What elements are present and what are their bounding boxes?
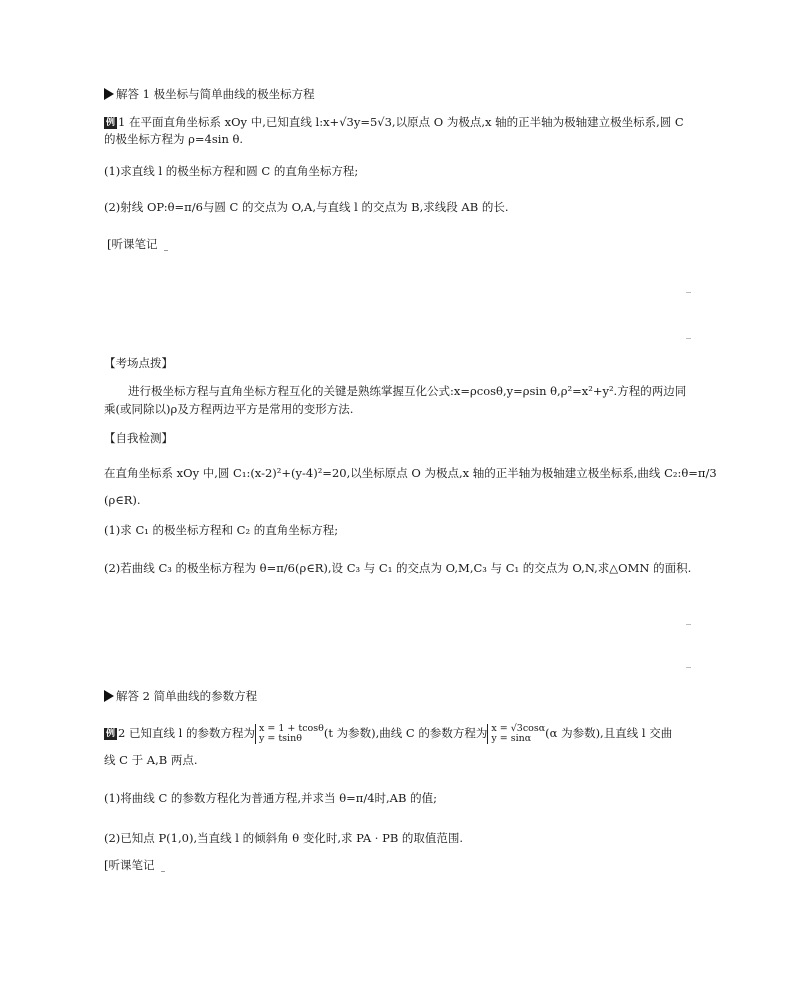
example-badge: 例: [106, 729, 116, 739]
example2-question2: (2)已知点 P(1,0),当直线 l 的倾斜角 θ 变化时,求 PA · PB 的取值范围.: [104, 831, 464, 845]
example1-line2: 的极坐标方程为 ρ=4sin θ.: [104, 132, 244, 146]
section1-notes-label: [听课笔记: [107, 236, 168, 252]
tips-line1: 进行极坐标方程与直角坐标方程互化的关键是熟练掌握互化公式:x=ρcosθ,y=ρsin θ,ρ²=x²+y².方程的两边同: [128, 384, 687, 398]
example1-line1: 例 1 在平面直角坐标系 xOy 中,已知直线 l:x+√3y=5√3,以原点 O 为极点,x 轴的正半轴为极轴建立极坐标系,圆 C: [106, 115, 684, 129]
section1-heading: 解答 1 极坐标与简单曲线的极坐标方程: [104, 86, 315, 102]
triangle-marker-icon: [104, 88, 114, 100]
section2-notes-label: [听课笔记: [104, 857, 165, 873]
note-cursor-icon: [164, 250, 168, 251]
tips-line2: 乘(或同除以)ρ及方程两边平方是常用的变形方法.: [104, 402, 354, 416]
margin-dash: [686, 338, 691, 339]
note-cursor-icon: [161, 871, 165, 872]
margin-dash: [686, 667, 691, 668]
section2-heading: 解答 2 简单曲线的参数方程: [104, 688, 257, 704]
triangle-marker-icon: [104, 690, 114, 702]
margin-dash: [686, 624, 691, 625]
selfcheck-question1: (1)求 C₁ 的极坐标方程和 C₂ 的直角坐标方程;: [104, 523, 339, 537]
example2-line2: 线 C 于 A,B 两点.: [104, 753, 198, 767]
selfcheck-title: 【自我检测】: [104, 431, 173, 445]
example-badge: 例: [106, 118, 116, 128]
param-system-curve: x = √3cosα y = sinα: [487, 724, 545, 744]
tips-title: 【考场点拨】: [104, 356, 173, 370]
selfcheck-question2: (2)若曲线 C₃ 的极坐标方程为 θ=π/6(ρ∈R),设 C₃ 与 C₁ 的交点为 O,M,C₃ 与 C₁ 的交点为 O,N,求△OMN 的面积.: [104, 561, 692, 575]
example1-question2: (2)射线 OP:θ=π/6与圆 C 的交点为 O,A,与直线 l 的交点为 B,求线段 AB 的长.: [104, 200, 509, 214]
param-system-line: x = 1 + tcosθ y = tsinθ: [255, 724, 324, 744]
example1-question1: (1)求直线 l 的极坐标方程和圆 C 的直角坐标方程;: [104, 164, 359, 178]
selfcheck-line2: (ρ∈R).: [104, 493, 141, 507]
margin-dash: [686, 292, 691, 293]
selfcheck-line1: 在直角坐标系 xOy 中,圆 C₁:(x-2)²+(y-4)²=20,以坐标原点 O 为极点,x 轴的正半轴为极轴建立极坐标系,曲线 C₂:θ=π/3: [104, 466, 717, 480]
example2-line1: 例 2 已知直线 l 的参数方程为 x = 1 + tcosθ y = tsinθ (t 为参数),曲线 C 的参数方程为 x = √3cosα y = sinα (α 为参数),且直线 l 交曲: [106, 723, 673, 744]
example2-question1: (1)将曲线 C 的参数方程化为普通方程,并求当 θ=π/4时,AB 的值;: [104, 791, 437, 805]
